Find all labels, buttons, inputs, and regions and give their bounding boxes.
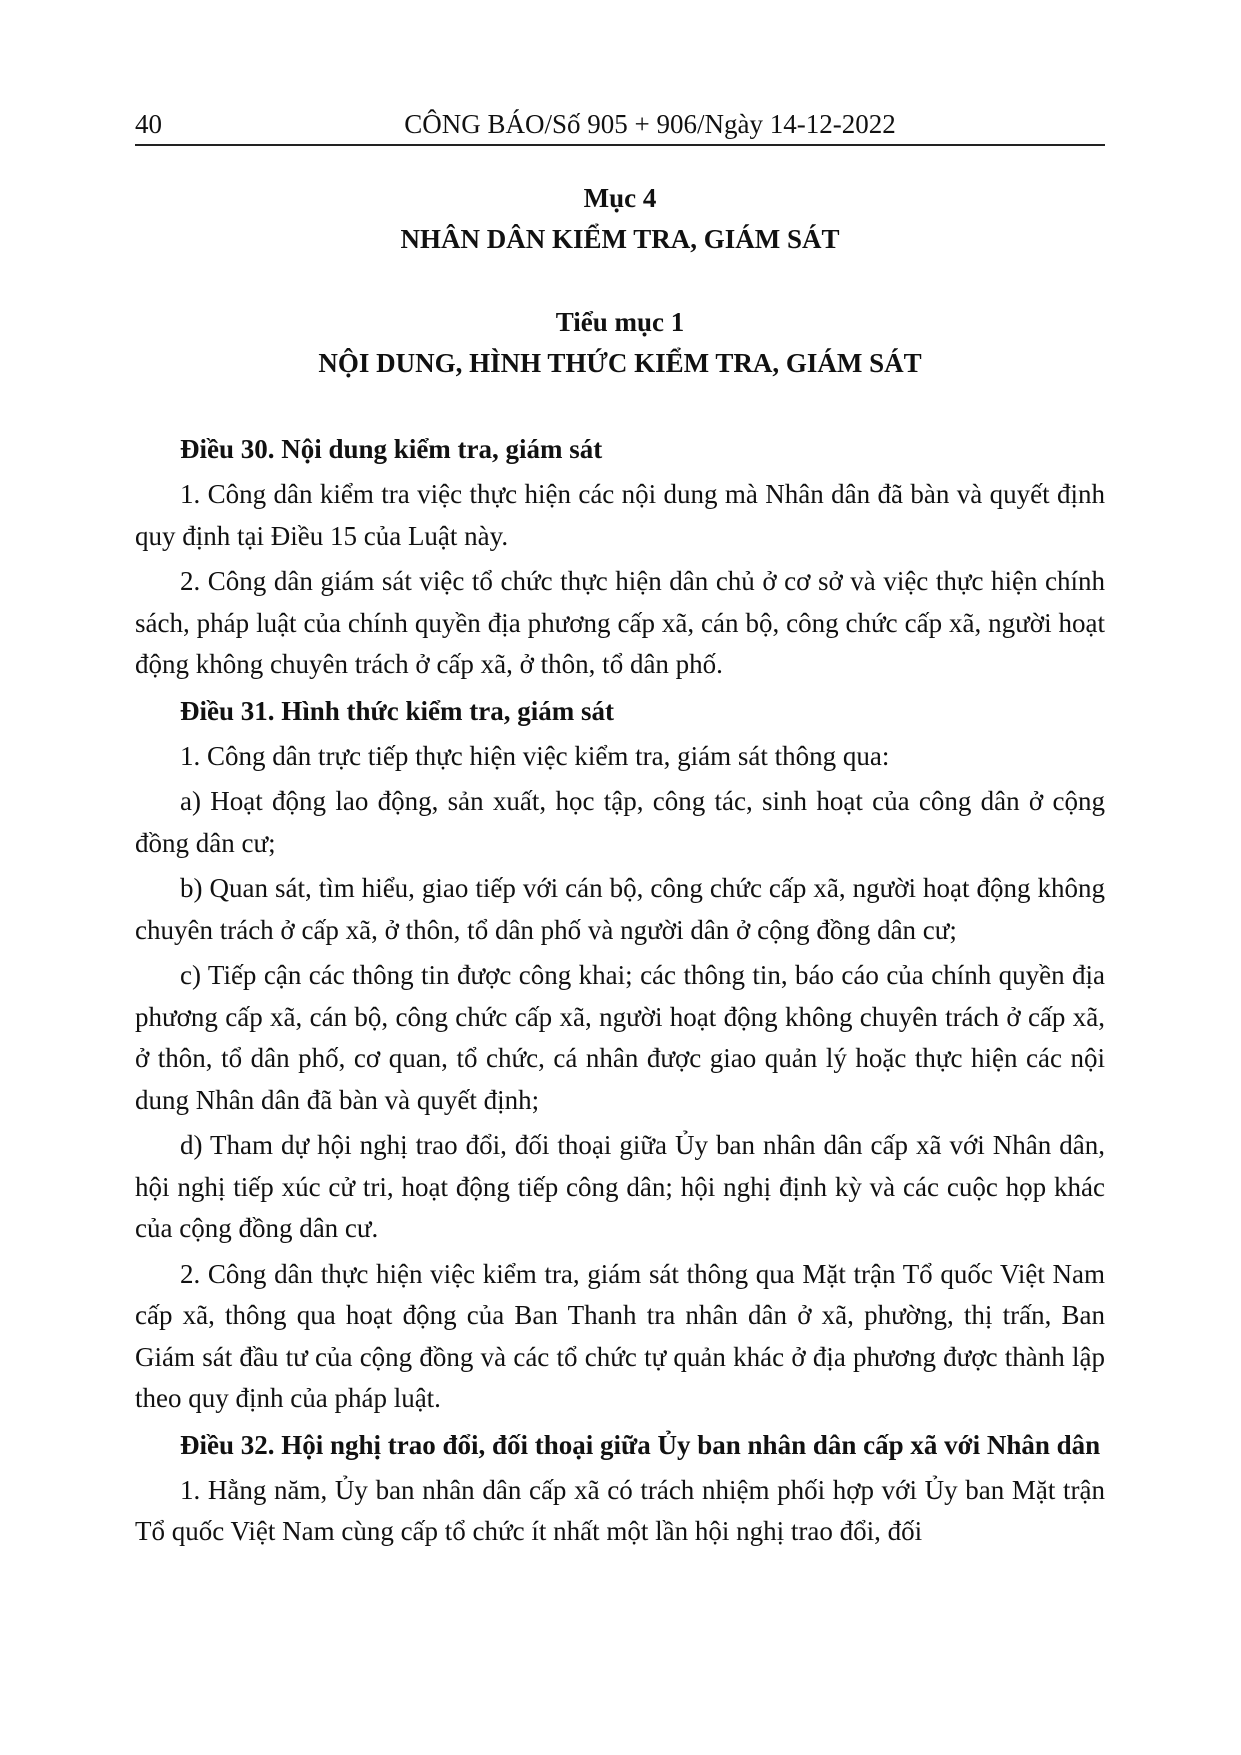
article-30-para-2: 2. Công dân giám sát việc tổ chức thực hiện dân chủ ở cơ sở và việc thực hiện chính sách, pháp luật của chính quyền địa phương cấp xã, cán bộ, công chức cấp xã, người hoạt động không chuyên trách ở cấp xã, ở thôn, tổ dân phố.: [135, 566, 1105, 679]
subsection-label: Tiểu mục 1: [555, 307, 685, 337]
document-body: [135, 178, 1105, 1557]
article-30-title: Điều 30. Nội dung kiểm tra, giám sát: [180, 434, 603, 464]
article-31-title: Điều 31. Hình thức kiểm tra, giám sát: [180, 695, 614, 726]
gazette-title: CÔNG BÁO/Số 905 + 906/Ngày 14-12-2022: [404, 109, 896, 139]
article-32-para-1: 1. Hằng năm, Ủy ban nhân dân cấp xã có trách nhiệm phối hợp với Ủy ban Mặt trận Tổ quốc Việt Nam cùng cấp tổ chức ít nhất một lần hội nghị trao đổi, đối: [135, 1474, 1105, 1546]
section-label: Mục 4: [583, 183, 657, 213]
article-31-para-b: b) Quan sát, tìm hiểu, giao tiếp với cán bộ, công chức cấp xã, người hoạt động không chuyên trách ở cấp xã, ở thôn, tổ dân phố và người dân ở cộng đồng dân cư;: [135, 873, 1105, 945]
article-31-para-2: 2. Công dân thực hiện việc kiểm tra, giám sát thông qua Mặt trận Tổ quốc Việt Nam cấp xã, thông qua hoạt động của Ban Thanh tra nhân dân ở xã, phường, thị trấn, Ban Giám sát đầu tư của cộng đồng và các tổ chức tự quản khác ở địa phương được thành lập theo quy định của pháp luật.: [135, 1258, 1105, 1413]
section-title: NHÂN DÂN KIỂM TRA, GIÁM SÁT: [400, 224, 840, 254]
page-header: [135, 104, 1105, 146]
article-31-para-a: a) Hoạt động lao động, sản xuất, học tập, công tác, sinh hoạt của công dân ở cộng đồng dân cư;: [135, 786, 1105, 858]
page-number: 40: [135, 109, 162, 139]
article-32-title: Điều 32. Hội nghị trao đổi, đối thoại giữa Ủy ban nhân dân cấp xã với Nhân dân: [180, 1429, 1101, 1460]
article-31-para-1: 1. Công dân trực tiếp thực hiện việc kiểm tra, giám sát thông qua:: [180, 740, 890, 771]
subsection-title: NỘI DUNG, HÌNH THỨC KIỂM TRA, GIÁM SÁT: [318, 348, 922, 378]
article-31-para-d: d) Tham dự hội nghị trao đổi, đối thoại giữa Ủy ban nhân dân cấp xã với Nhân dân, hội nghị tiếp xúc cử tri, hoạt động tiếp công dân; hội nghị định kỳ và các cuộc họp khác của cộng đồng dân cư.: [135, 1130, 1105, 1243]
article-30-para-1: 1. Công dân kiểm tra việc thực hiện các nội dung mà Nhân dân đã bàn và quyết định quy định tại Điều 15 của Luật này.: [135, 479, 1105, 551]
article-31-para-c: c) Tiếp cận các thông tin được công khai; các thông tin, báo cáo của chính quyền địa phương cấp xã, cán bộ, công chức cấp xã, người hoạt động không chuyên trách ở cấp xã, ở thôn, tổ dân phố, cơ quan, tổ chức, cá nhân được giao quản lý hoặc thực hiện các nội dung Nhân dân đã bàn và quyết định;: [135, 960, 1105, 1115]
